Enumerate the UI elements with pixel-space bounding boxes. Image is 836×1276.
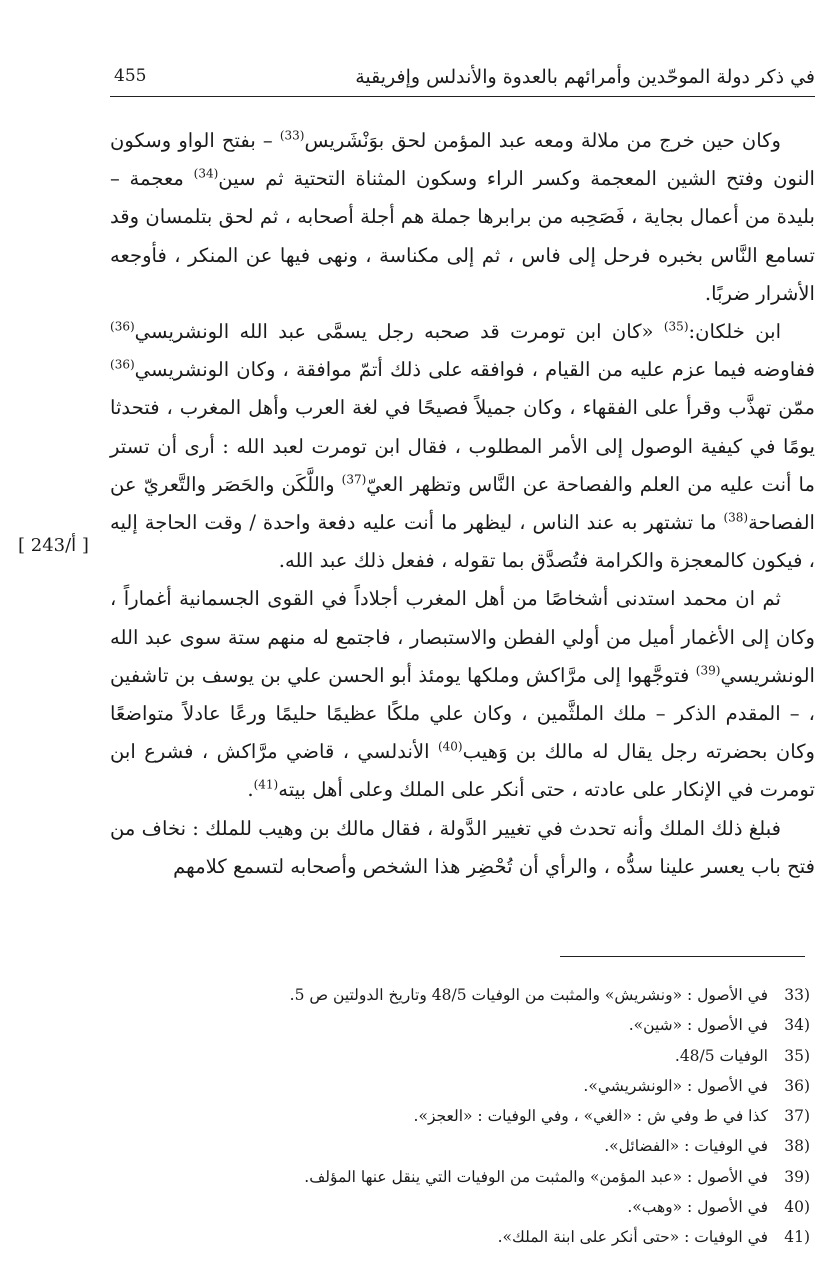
text-run: فتوجَّهوا إلى مرَّاكش وملكها يومئذ أبو الحسن علي بن يوسف بن تاشفين ، – المقدم الذكر – ملك الملثَّمين ، وكان علي ملكًا عظيمًا حليمًا ورعًا عادلاً متواضعًا وكان بحضرته رجل يقال له مالك بن وَهيب <box>110 663 815 764</box>
footnote-ref: (33) <box>279 128 305 143</box>
footnote-number: 41) <box>784 1228 810 1247</box>
footnote-text: في الأصول : «ونشريش» والمثبت من الوفيات 48/5 وتاريخ الدولتين ص 5. <box>289 986 768 1004</box>
footnote <box>110 1010 810 1040</box>
footnote-number: 38) <box>784 1137 810 1156</box>
footnote-ref: (36) <box>110 357 135 372</box>
footnote-text: كذا في ط وفي ش : «الغي» ، وفي الوفيات : «العجز». <box>413 1107 768 1126</box>
page-number: 455 <box>114 66 147 86</box>
text-run: ممّن تهذَّب وقرأ على الفقهاء ، وكان جميلاً فصيحًا في لغة العرب وأهل المغرب ، فتحدثا يومًا في كيفية الوصول إلى الأمر المطلوب ، فقال ابن تومرت لعبد الله : أرى أن تستر ما أنت عليه من العلم والفصاحة عن النَّاس وتظهر العيّ <box>110 396 815 496</box>
footnote-text: في الوفيات : «حتى أنكر على ابنة الملك». <box>497 1228 768 1247</box>
footnote-ref: (39) <box>695 663 721 678</box>
footnote-number: 36) <box>784 1076 810 1095</box>
text-run: ابن خلكان: <box>688 320 782 344</box>
footnote <box>110 1162 810 1192</box>
footnote-ref: (34) <box>193 166 219 181</box>
footnote-ref: (36) <box>110 319 135 334</box>
footnote-ref: (35) <box>663 319 689 334</box>
text-run: وكان حين خرج من ملالة ومعه عبد المؤمن لحق بوَنْشَريس <box>304 129 781 152</box>
footnotes <box>110 980 810 1253</box>
footnote-ref: (37) <box>341 472 367 487</box>
text-run: الأندلسي ، قاضي مرَّاكش ، فشرع ابن تومرت في الإنكار على عادته ، حتى أنكر على الملك وعلى أهل بيته <box>110 740 815 802</box>
footnote-number: 33) <box>784 986 810 1004</box>
footnote-text: في الأصول : «الونشريشي». <box>583 1076 768 1095</box>
main-text <box>110 122 815 886</box>
text-run: واللَّكَن والحَصَر والتَّعريّ عن الفصاحة <box>110 472 815 535</box>
footnote-text: في الأصول : «وهب». <box>627 1198 768 1217</box>
footnote-number: 40) <box>784 1198 810 1217</box>
footnote <box>110 1222 810 1252</box>
footnote <box>110 1192 810 1222</box>
footnote-rule <box>560 956 805 957</box>
text-run: ففاوضه فيما عزم عليه من القيام ، فوافقه على ذلك أتمّ موافقة ، وكان الونشريسي <box>134 358 815 382</box>
text-run: «كان ابن تومرت قد صحبه رجل يسمَّى عبد الله الونشريسي <box>134 320 664 344</box>
text-run: ثم ان محمد استدنى أشخاصًا من أهل المغرب أجلاداً في القوى الجسمانية أغماراً ، وكان إلى الأغمار أميل من أولي الفطن والاستبصار ، فاجتمع له منهم ستة سوى عبد الله الونشريسي <box>110 587 815 687</box>
footnote-number: 37) <box>784 1107 810 1126</box>
footnote-text: في الأصول : «عبد المؤمن» والمثبت من الوفيات التي ينقل عنها المؤلف. <box>304 1167 768 1186</box>
footnote-number: 35) <box>784 1046 810 1065</box>
folio-margin-note: [ 243/أ ] <box>18 535 89 556</box>
footnote-text: في الوفيات : «الفضائل». <box>604 1137 768 1156</box>
footnote <box>110 1101 810 1131</box>
running-head: في ذكر دولة الموحّدين وأمرائهم بالعدوة والأندلس وإفريقية <box>355 66 815 88</box>
text-run: – بفتح الواو وسكون النون وفتح الشين المعجمة وكسر الراء وسكون المثناة التحتية ثم سين <box>110 129 815 191</box>
paragraph-2 <box>110 313 815 580</box>
footnote-ref: (41) <box>253 777 279 792</box>
text-run: . <box>247 778 254 802</box>
paragraph-4 <box>110 810 815 886</box>
footnote-number: 34) <box>784 1016 810 1035</box>
footnote-number: 39) <box>784 1167 810 1186</box>
footnote <box>110 1131 810 1161</box>
page-header <box>110 60 815 97</box>
paragraph-1 <box>110 122 815 313</box>
footnote <box>110 980 810 1010</box>
footnote <box>110 1071 810 1101</box>
text-run: فبلغ ذلك الملك وأنه تحدث في تغيير الدَّولة ، فقال مالك بن وهيب للملك : نخاف من فتح باب يعسر علينا سدُّه ، والرأي أن تُحْضِر هذا الشخص وأصحابه لتسمع كلامهم <box>110 816 815 878</box>
footnote <box>110 1041 810 1071</box>
footnote-text: في الأصول : «شين». <box>628 1016 768 1035</box>
text-run: معجمة – بليدة من أعمال بجاية ، فَصَحِبه من برابرها جملة هم أجلة أصحابه ، ثم لحق بتلمسان وقد تسامع النَّاس بخبره فرحل إلى فاس ، ثم إلى مكناسة ، ونهى فيها عن المنكر ، فأوجعه الأشرار ضربًا. <box>110 167 815 305</box>
footnote-text: الوفيات 48/5. <box>674 1046 768 1065</box>
text-run: ما تشتهر به عند الناس ، ليظهر ما أنت عليه دفعة واحدة / وقت الحاجة إليه ، فيكون كالمعجزة والكرامة فتُصدَّق بما تقوله ، ففعل ذلك عبد الله. <box>110 511 815 573</box>
paragraph-3 <box>110 580 815 809</box>
footnote-ref: (38) <box>723 510 749 525</box>
footnote-ref: (40) <box>437 739 463 754</box>
